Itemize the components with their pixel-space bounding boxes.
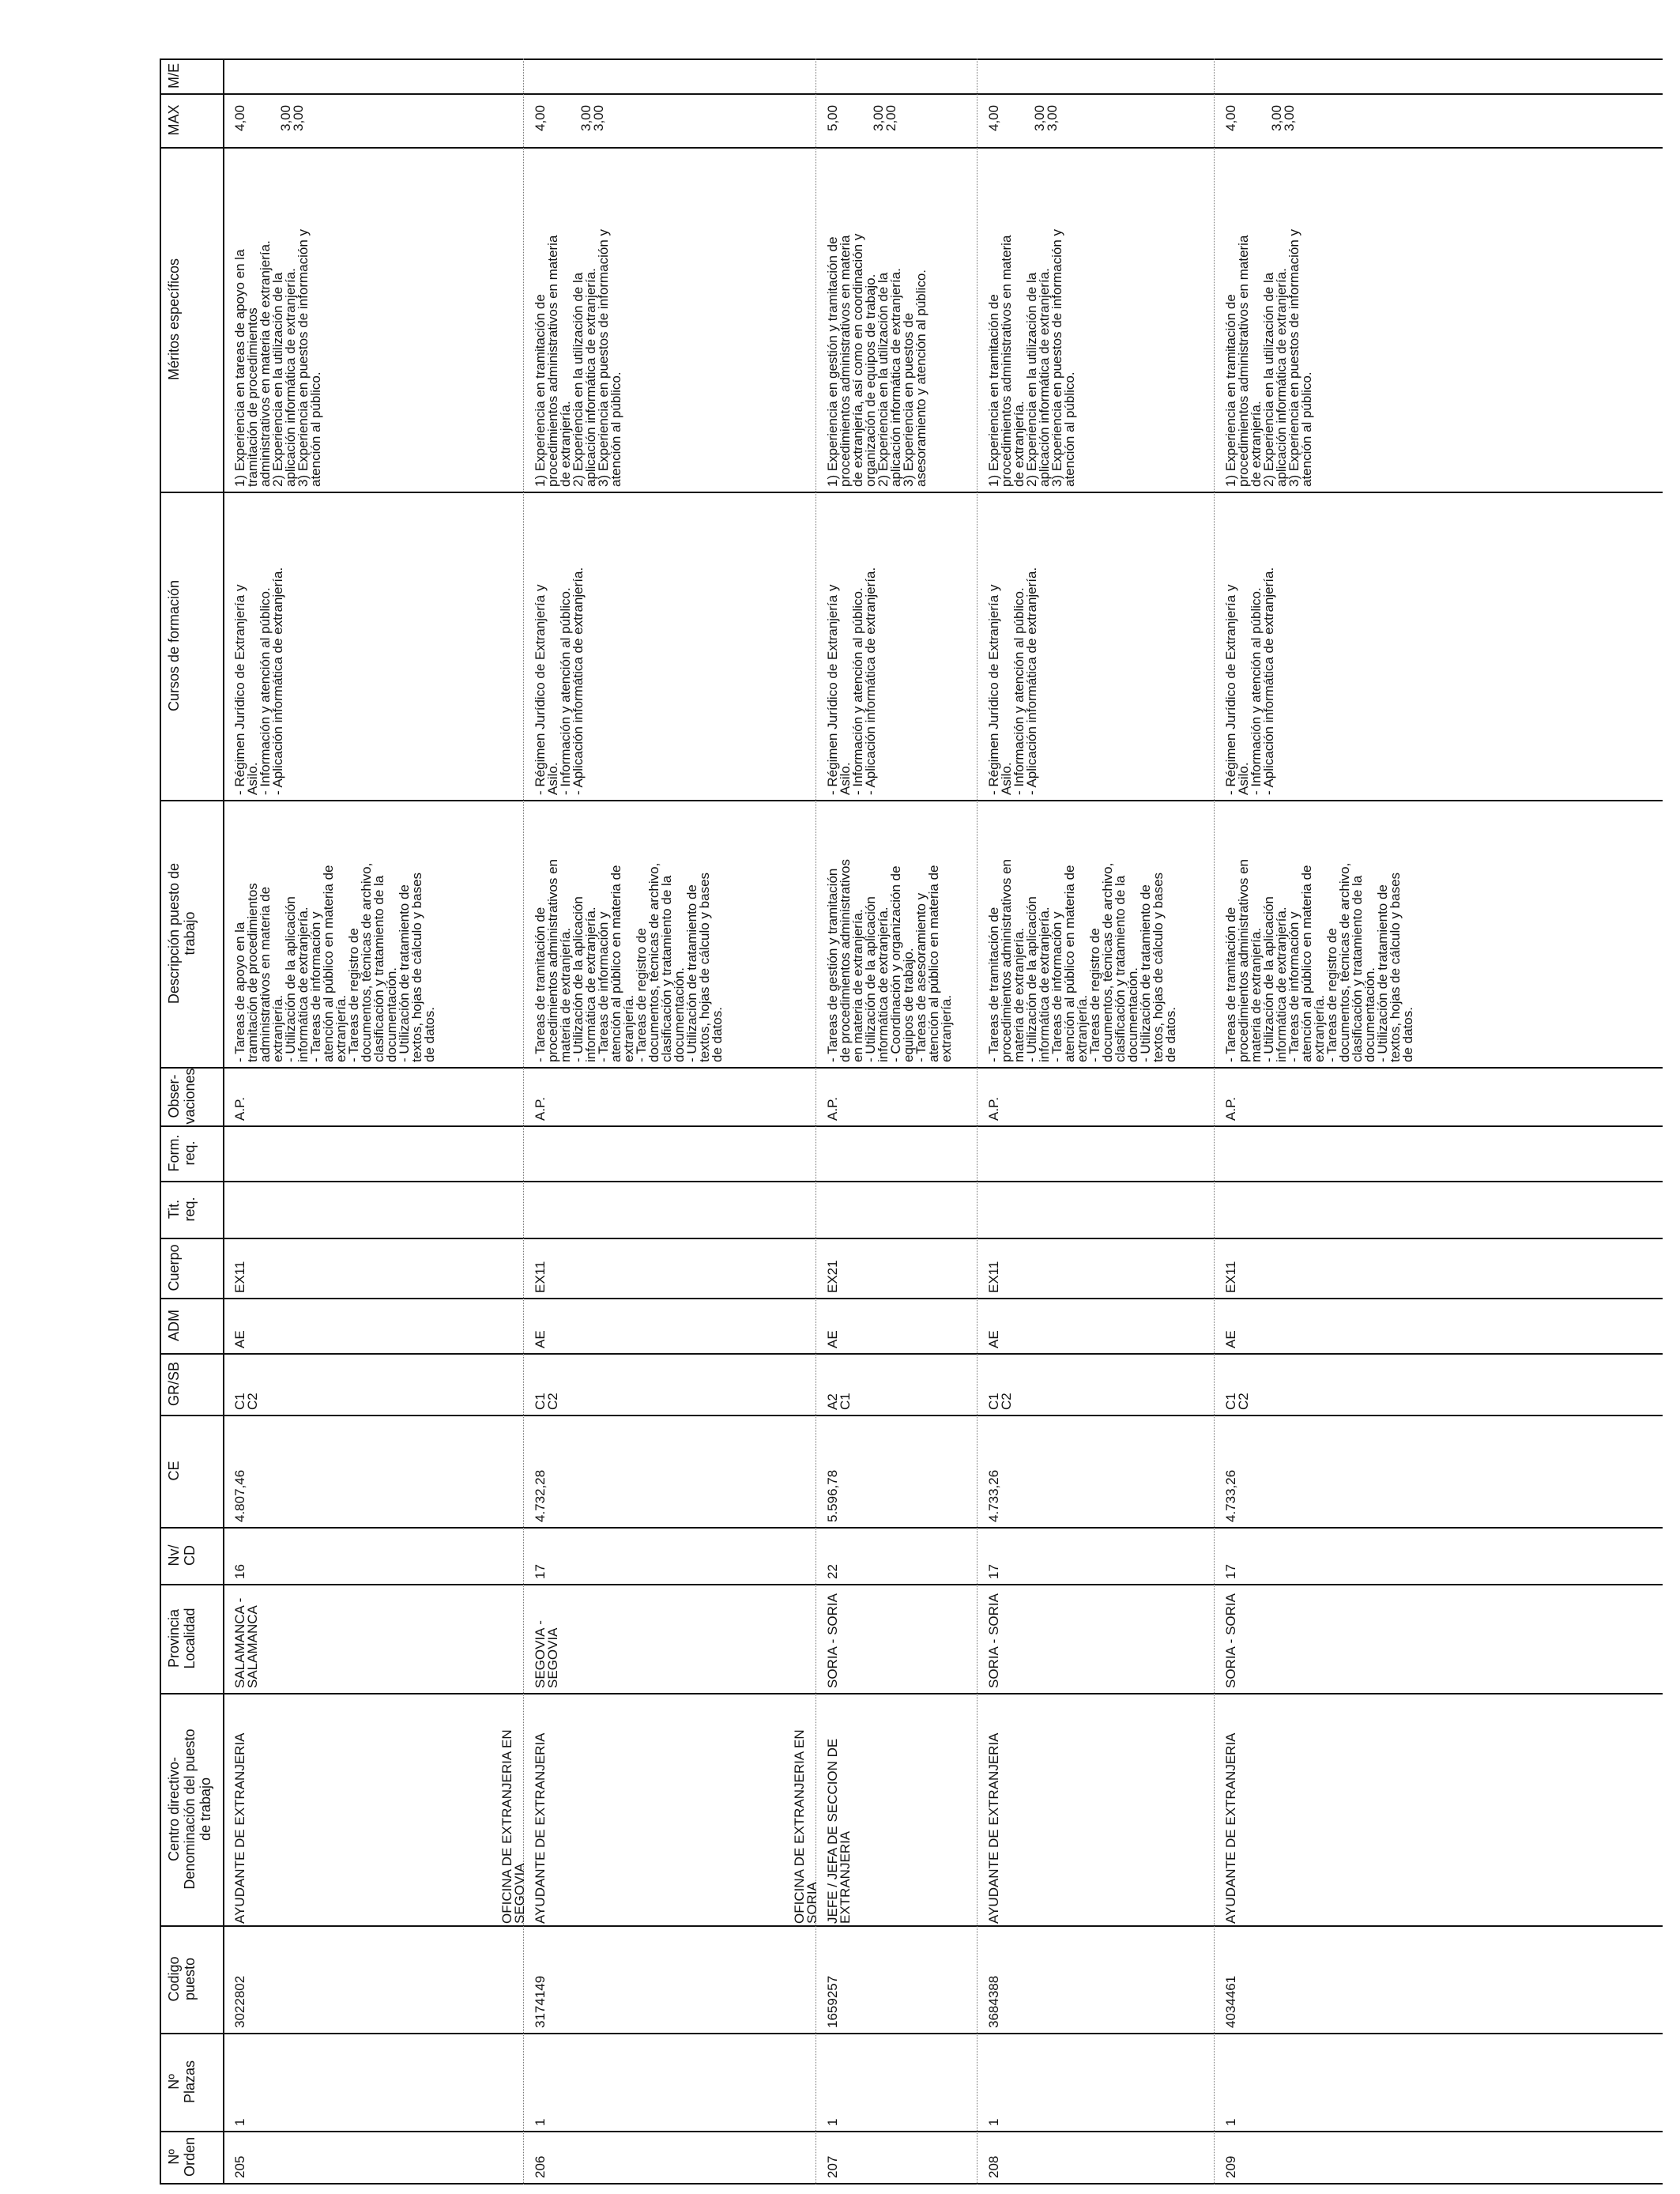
row-209-ce: 4.733,26 — [1223, 1469, 1238, 1522]
header-ce-cell — [166, 1415, 221, 1527]
row-207-ce-cell — [827, 1419, 877, 1522]
row-205-cursos: - Régimen Jurídico de Extranjería y Asilo. - Información y atención al público. - Aplicación informática de extranjería. — [232, 567, 285, 795]
row-207-grsb-cell — [827, 1358, 877, 1410]
row-209-cursos: - Régimen Jurídico de Extranjería y Asilo. - Información y atención al público. - Aplicación informática de extranjería. — [1223, 567, 1276, 795]
column-separator — [160, 492, 1663, 493]
row-205-obs-cell — [234, 1072, 284, 1121]
row-205-max-items-cell — [280, 92, 327, 131]
row-206-orden-cell — [534, 2136, 585, 2178]
row-208-cursos-cell — [988, 496, 1209, 795]
header-cursos: Cursos de formación — [166, 579, 182, 712]
row-208-cuerpo: EX11 — [986, 1261, 1001, 1293]
row-207-obs-cell — [827, 1072, 877, 1121]
row-207-plazas-cell — [827, 2038, 877, 2126]
row-207-obs: A.P. — [825, 1097, 840, 1121]
header-plazas-cell — [166, 2033, 221, 2131]
header-provincia-cell — [166, 1584, 221, 1693]
row-205-orden-cell — [234, 2136, 284, 2178]
column-separator — [160, 1527, 1663, 1529]
row-205-nivel: 16 — [232, 1564, 247, 1579]
row-205-puesto: AYUDANTE DE EXTRANJERIA — [232, 1732, 247, 1924]
row-208-descripcion-cell — [988, 805, 1209, 1062]
row-205-adm-cell — [234, 1302, 284, 1348]
row-206-meritos: 1) Experiencia en tramitación de procedimientos administrativos en materia de extranjería. 2) Experiencia en la utilización de la aplicación informática de extranjería. 3) Experiencia en puestos de información y atención al público. — [533, 228, 623, 487]
row-206-plazas-cell — [534, 2038, 585, 2126]
row-205-provincia-cell — [234, 1589, 284, 1688]
header-codigo-cell — [166, 1925, 221, 2033]
row-209-max-total: 4,00 — [1223, 104, 1238, 131]
row-207-puesto-cell — [827, 1695, 858, 1924]
header-codigo: Codigo puesto — [166, 1956, 198, 2002]
row-207-oficina: OFICINA DE EXTRANJERIA EN SORIA — [792, 1729, 819, 1924]
row-205-adm: AE — [232, 1330, 247, 1348]
row-208-grsb-cell — [988, 1358, 1038, 1410]
row-207-adm: AE — [825, 1330, 840, 1348]
row-205-cuerpo: EX11 — [232, 1261, 247, 1293]
row-206-provincia: SEGOVIA - SEGOVIA — [533, 1620, 560, 1688]
column-separator — [160, 2131, 1663, 2132]
header-ce: CE — [166, 1461, 182, 1481]
row-206-max-items-cell — [580, 92, 627, 131]
row-205-meritos: 1) Experiencia en tareas de apoyo en la tramitación de procedimientos administrativos en materia de extranjería. 2) Experiencia en la utilización de la aplicación informática de extranjería. 3) Experiencia en puestos de información y atención al público. — [232, 228, 323, 487]
column-separator — [160, 800, 1663, 801]
row-206-cuerpo-cell — [534, 1242, 585, 1293]
row-206-adm: AE — [533, 1330, 548, 1348]
row-208-puesto: AYUDANTE DE EXTRANJERIA — [986, 1732, 1001, 1924]
row-209-descripcion: - Tareas de tramitación de procedimientos administrativos en materia de extranjería. - Utilización de la aplicación informática de extranjería. - Tareas de información y atención al público en materia de extranjería. - Tareas de registro de documentos, técnicas de archivo, clasificación y tratamiento de la documentación. - Utilización de tratamiento de textos, hojas de cálculo y bases de datos. — [1223, 858, 1415, 1062]
row-206-cursos-cell — [534, 496, 811, 795]
row-208-grsb: C1 C2 — [986, 1393, 1014, 1410]
row-207-codigo: 1659257 — [825, 1975, 840, 2028]
header-plazas: Nº Plazas — [166, 2060, 198, 2104]
row-207-codigo-cell — [827, 1930, 877, 2028]
header-tit: Tit. req. — [166, 1197, 198, 1222]
row-208-nivel: 17 — [986, 1564, 1001, 1579]
row-209-grsb: C1 C2 — [1223, 1393, 1251, 1410]
row-207-cursos: - Régimen Jurídico de Extranjería y Asilo. - Información y atención al público. - Aplicación informática de extranjería. — [825, 567, 878, 795]
row-208-meritos-cell — [988, 152, 1209, 487]
row-208-orden: 208 — [986, 2155, 1001, 2178]
row-209-provincia-cell — [1225, 1589, 1275, 1688]
row-206-puesto: AYUDANTE DE EXTRANJERIA — [533, 1732, 548, 1924]
header-descripcion: Descripción puesto de trabajo — [166, 862, 198, 1005]
row-206-cuerpo: EX11 — [533, 1261, 548, 1293]
row-205-ce-cell — [234, 1419, 284, 1522]
column-separator — [160, 1693, 1663, 1695]
row-205-plazas: 1 — [232, 2118, 247, 2126]
row-206-adm-cell — [534, 1302, 585, 1348]
header-grsb-cell — [166, 1353, 221, 1415]
row-206-puesto-cell — [534, 1695, 566, 1924]
row-209-puesto: AYUDANTE DE EXTRANJERIA — [1223, 1732, 1238, 1924]
header-form: Form. req. — [166, 1134, 198, 1172]
row-205-puesto-cell — [234, 1695, 266, 1924]
row-208-meritos: 1) Experiencia en tramitación de procedimientos administrativos en materia de extranjería. 2) Experiencia en la utilización de la aplicación informática de extranjería. 3) Experiencia en puestos de información y atención al público. — [986, 228, 1077, 487]
row-208-plazas: 1 — [986, 2118, 1001, 2126]
header-max-cell — [166, 93, 221, 147]
row-207-plazas: 1 — [825, 2118, 840, 2126]
header-obs: Obser- vaciones — [166, 1068, 198, 1125]
row-208-orden-cell — [988, 2136, 1038, 2178]
header-tit-cell — [166, 1181, 221, 1238]
row-207-nivel-cell — [827, 1532, 877, 1579]
row-207-adm-cell — [827, 1302, 877, 1348]
row-205-grsb: C1 C2 — [232, 1393, 260, 1410]
row-209-meritos-cell — [1225, 152, 1533, 487]
row-209-puesto-cell — [1225, 1695, 1256, 1924]
row-208-obs: A.P. — [986, 1097, 1001, 1121]
row-208-plazas-cell — [988, 2038, 1038, 2126]
header-cuerpo-cell — [166, 1238, 221, 1298]
column-separator — [160, 1238, 1663, 1239]
row-206-orden: 206 — [533, 2155, 548, 2178]
column-separator — [160, 1125, 1663, 1127]
row-207-max-total: 5,00 — [825, 104, 840, 131]
row-208-adm-cell — [988, 1302, 1038, 1348]
table-top-border — [160, 58, 1663, 60]
row-208-adm: AE — [986, 1330, 1001, 1348]
row-206-nivel-cell — [534, 1532, 585, 1579]
row-separator — [1214, 58, 1215, 2185]
row-206-oficina-cell — [501, 1695, 533, 1924]
row-209-grsb-cell — [1225, 1358, 1275, 1410]
row-207-orden: 207 — [825, 2155, 840, 2178]
header-max: MAX — [166, 104, 182, 136]
row-207-descripcion: - Tareas de gestión y tramitación de procedimientos administrativos en materia de extranjería. - Utilización de la aplicación informática de extranjería. - Coordinación y organización de equipos de trabajo. - Tareas de asesoramiento y atención al público en materia de extranjería. — [825, 858, 954, 1062]
row-208-nivel-cell — [988, 1532, 1038, 1579]
header-cursos-cell — [166, 492, 221, 800]
row-209-obs: A.P. — [1223, 1097, 1238, 1121]
row-208-obs-cell — [988, 1072, 1038, 1121]
row-209-cuerpo-cell — [1225, 1242, 1275, 1293]
header-nivel: Nv/ CD — [166, 1544, 198, 1566]
header-centro: Centro directivo- Denominación del puesto de trabajo — [166, 1728, 213, 1890]
row-207-descripcion-cell — [827, 805, 972, 1062]
header-adm-cell — [166, 1298, 221, 1353]
row-208-max-total-cell — [988, 92, 1007, 131]
row-206-plazas: 1 — [533, 2118, 548, 2126]
header-right-border — [223, 58, 224, 2185]
row-209-orden: 209 — [1223, 2155, 1238, 2178]
row-209-max-items-cell — [1271, 92, 1318, 131]
row-206-meritos-cell — [534, 152, 811, 487]
column-separator — [160, 1584, 1663, 1585]
row-209-cursos-cell — [1225, 496, 1533, 795]
row-209-adm: AE — [1223, 1330, 1238, 1348]
row-208-ce: 4.733,26 — [986, 1469, 1001, 1522]
row-206-descripcion-cell — [534, 805, 811, 1062]
column-separator — [160, 1298, 1663, 1299]
row-207-provincia: SORIA - SORIA — [825, 1593, 840, 1688]
row-208-puesto-cell — [988, 1695, 1019, 1924]
header-orden: Nº Orden — [166, 2136, 198, 2177]
header-provincia: Provincia Localidad — [166, 1608, 198, 1669]
row-208-cuerpo-cell — [988, 1242, 1038, 1293]
header-meritos-cell — [166, 147, 221, 492]
row-207-meritos: 1) Experiencia en gestión y tramitación de procedimientos administrativos en materia de extranjería, así como en coordinación y organización de equipos de trabajo. 2) Experiencia en la utilización de la aplicación informática de extranjería. 3) Experiencia en puestos de asesoramiento y atención al público. — [825, 233, 929, 487]
row-209-plazas: 1 — [1223, 2118, 1238, 2126]
row-206-oficina: OFICINA DE EXTRANJERIA EN SEGOVIA — [499, 1729, 527, 1924]
row-207-cuerpo-cell — [827, 1242, 877, 1293]
row-206-cursos: - Régimen Jurídico de Extranjería y Asilo. - Información y atención al público. - Aplicación informática de extranjería. — [533, 567, 586, 795]
row-208-provincia-cell — [988, 1589, 1038, 1688]
row-208-max-total: 4,00 — [986, 104, 1001, 131]
row-207-cuerpo: EX21 — [825, 1260, 840, 1293]
header-form-cell — [166, 1125, 221, 1181]
row-206-nivel: 17 — [533, 1564, 548, 1579]
row-205-descripcion-cell — [234, 805, 518, 1062]
row-207-max-items-cell — [872, 92, 920, 131]
row-207-meritos-cell — [827, 152, 972, 487]
row-209-plazas-cell — [1225, 2038, 1275, 2126]
row-207-provincia-cell — [827, 1589, 877, 1688]
row-207-ce: 5.596,78 — [825, 1469, 840, 1522]
row-209-descripcion-cell — [1225, 805, 1533, 1062]
header-me-cell — [166, 58, 221, 93]
row-205-cursos-cell — [234, 496, 518, 795]
row-206-codigo: 3174149 — [533, 1975, 548, 2028]
row-205-max-total-cell — [234, 92, 253, 131]
row-205-descripcion: - Tareas de apoyo en la tramitación de procedimientos administrativos en materia de extranjería. - Utilización de la aplicación informática de extranjería. - Tareas de información y atención al público en materia de extranjería. - Tareas de registro de documentos, técnicas de archivo, clasificación y tratamiento de la documentación. - Utilización de tratamiento de textos, hojas de cálculo y bases de datos. — [232, 862, 437, 1062]
row-207-oficina-cell — [793, 1695, 825, 1924]
row-206-ce: 4.732,28 — [533, 1469, 548, 1522]
row-208-max-items: 3,00 3,00 — [1032, 104, 1060, 131]
table-left-border — [160, 58, 161, 2185]
header-nivel-cell — [166, 1527, 221, 1584]
header-me: M/E — [166, 63, 182, 89]
column-separator — [160, 147, 1663, 149]
row-206-obs-cell — [534, 1072, 585, 1121]
row-205-obs: A.P. — [232, 1097, 247, 1121]
row-208-codigo: 3684388 — [986, 1975, 1001, 2028]
row-208-codigo-cell — [988, 1930, 1038, 2028]
row-207-nivel: 22 — [825, 1564, 840, 1579]
row-208-ce-cell — [988, 1419, 1038, 1522]
row-207-orden-cell — [827, 2136, 877, 2178]
row-208-provincia: SORIA - SORIA — [986, 1593, 1001, 1688]
row-207-cursos-cell — [827, 496, 972, 795]
row-208-descripcion: - Tareas de tramitación de procedimientos administrativos en materia de extranjería. - Utilización de la aplicación informática de extranjería. - Tareas de información y atención al público en materia de extranjería. - Tareas de registro de documentos, técnicas de archivo, clasificación y tratamiento de la documentación. - Utilización de tratamiento de textos, hojas de cálculo y bases de datos. — [986, 858, 1178, 1062]
row-205-nivel-cell — [234, 1532, 284, 1579]
row-206-provincia-cell — [534, 1589, 585, 1688]
row-207-puesto: JEFE / JEFA DE SECCION DE EXTRANJERIA — [825, 1738, 853, 1924]
row-209-cuerpo: EX11 — [1223, 1261, 1238, 1293]
row-208-max-items-cell — [1034, 92, 1081, 131]
row-206-grsb-cell — [534, 1358, 585, 1410]
row-205-cuerpo-cell — [234, 1242, 284, 1293]
row-206-obs: A.P. — [533, 1097, 548, 1121]
row-205-max-items: 3,00 3,00 — [278, 104, 306, 131]
header-centro-cell — [166, 1693, 221, 1925]
header-orden-cell — [166, 2131, 221, 2183]
table-bottom-border — [160, 2183, 1663, 2185]
column-separator — [160, 1067, 1663, 1069]
row-209-nivel: 17 — [1223, 1564, 1238, 1579]
row-206-grsb: C1 C2 — [533, 1393, 560, 1410]
row-205-plazas-cell — [234, 2038, 284, 2126]
header-obs-cell — [166, 1067, 221, 1125]
column-separator — [160, 1181, 1663, 1182]
column-separator — [160, 1353, 1663, 1355]
row-209-max-items: 3,00 3,00 — [1269, 104, 1297, 131]
header-meritos: Méritos específicos — [166, 258, 182, 381]
row-209-obs-cell — [1225, 1072, 1275, 1121]
row-209-adm-cell — [1225, 1302, 1275, 1348]
row-208-cursos: - Régimen Jurídico de Extranjería y Asilo. - Información y atención al público. - Aplicación informática de extranjería. — [986, 567, 1039, 795]
column-separator — [160, 1925, 1663, 1927]
row-205-max-total: 4,00 — [232, 104, 247, 131]
header-cuerpo: Cuerpo — [166, 1244, 182, 1291]
header-grsb: GR/SB — [166, 1362, 182, 1407]
row-205-provincia: SALAMANCA - SALAMANCA — [232, 1597, 260, 1688]
row-209-max-total-cell — [1225, 92, 1244, 131]
row-206-max-total-cell — [534, 92, 553, 131]
row-205-codigo-cell — [234, 1930, 284, 2028]
row-207-grsb: A2 C1 — [825, 1393, 853, 1410]
row-207-max-items: 3,00 2,00 — [871, 104, 898, 131]
row-209-meritos: 1) Experiencia en tramitación de procedimientos administrativos en materia de extranjería. 2) Experiencia en la utilización de la aplicación informática de extranjería. 3) Experiencia en puestos de información y atención al público. — [1223, 228, 1314, 487]
header-descripcion-cell — [166, 800, 221, 1067]
row-205-grsb-cell — [234, 1358, 284, 1410]
row-206-ce-cell — [534, 1419, 585, 1522]
row-209-nivel-cell — [1225, 1532, 1275, 1579]
row-209-codigo: 4034461 — [1223, 1975, 1238, 2028]
row-205-meritos-cell — [234, 152, 518, 487]
row-209-codigo-cell — [1225, 1930, 1275, 2028]
row-205-orden: 205 — [232, 2155, 247, 2178]
row-206-max-items: 3,00 3,00 — [578, 104, 606, 131]
row-205-codigo: 3022802 — [232, 1975, 247, 2028]
row-206-codigo-cell — [534, 1930, 585, 2028]
row-207-max-total-cell — [827, 92, 846, 131]
row-206-max-total: 4,00 — [533, 104, 548, 131]
column-separator — [160, 2033, 1663, 2034]
row-205-ce: 4.807,46 — [232, 1469, 247, 1522]
column-separator — [160, 1415, 1663, 1416]
header-adm: ADM — [166, 1310, 182, 1341]
row-209-provincia: SORIA - SORIA — [1223, 1593, 1238, 1688]
row-206-descripcion: - Tareas de tramitación de procedimientos administrativos en materia de extranjería. - Utilización de la aplicación informática de extranjería. - Tareas de información y atención al público en materia de extranjería. - Tareas de registro de documentos, técnicas de archivo, clasificación y tratamiento de la documentación. - Utilización de tratamiento de textos, hojas de cálculo y bases de datos. — [533, 858, 725, 1062]
row-209-orden-cell — [1225, 2136, 1275, 2178]
row-209-ce-cell — [1225, 1419, 1275, 1522]
